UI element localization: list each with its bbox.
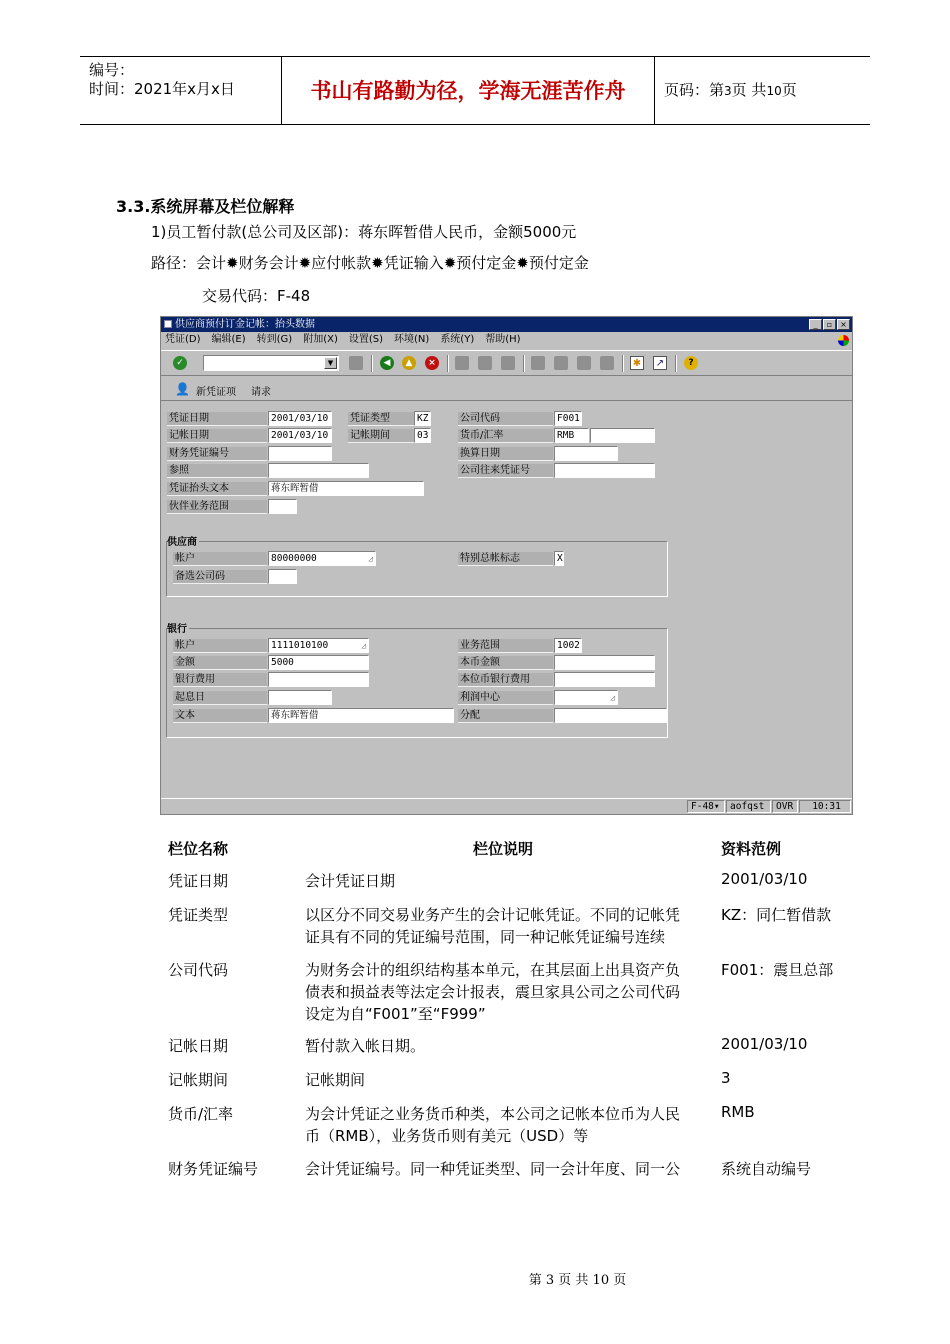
header-text-field[interactable]: 蒋东晖暂借 bbox=[268, 481, 424, 496]
page-suffix: 页 bbox=[781, 81, 797, 99]
header-motto: 书山有路勤为径，学海无涯苦作舟 bbox=[281, 57, 655, 124]
page-footer: 第 3 页 共 10 页 bbox=[528, 1273, 627, 1288]
col-header-desc: 栏位说明 bbox=[473, 840, 534, 858]
shortcut-icon[interactable]: ↗ bbox=[653, 356, 667, 370]
page-total: 10 bbox=[766, 84, 782, 98]
page-current: 3 bbox=[724, 84, 732, 98]
section-line-1: 1)员工暂付款(总公司及区部)：蒋东晖暂借人民币，金额5000元 bbox=[151, 223, 577, 241]
row-example: F001：震旦总部 bbox=[721, 961, 834, 979]
reference-label: 参照 bbox=[167, 464, 267, 478]
row-example: KZ：同仁暂借款 bbox=[721, 906, 832, 924]
row-desc: 暂付款入帐日期。 bbox=[305, 1037, 426, 1055]
save-icon[interactable] bbox=[349, 356, 363, 370]
row-desc: 以区分不同交易业务产生的会计记帐凭证。不同的记帐凭 bbox=[305, 906, 681, 924]
menu-bar bbox=[161, 332, 852, 348]
bank-fee-field[interactable] bbox=[268, 672, 369, 687]
row-name: 记帐期间 bbox=[168, 1071, 229, 1089]
print-icon[interactable] bbox=[455, 356, 469, 370]
bank-text-label: 文本 bbox=[173, 709, 267, 723]
header-page-info bbox=[655, 57, 870, 124]
special-gl-label: 特别总帐标志 bbox=[458, 552, 553, 566]
bank-account-field[interactable]: 1111010100 ◿ bbox=[268, 638, 369, 653]
row-desc: 会计凭证日期 bbox=[305, 872, 396, 890]
standard-toolbar bbox=[161, 350, 852, 376]
command-field[interactable] bbox=[203, 355, 339, 371]
find-icon[interactable] bbox=[478, 356, 492, 370]
header-text-label: 凭证抬头文本 bbox=[167, 482, 267, 496]
maximize-button[interactable]: ▫ bbox=[823, 319, 836, 330]
vendor-account-label: 帐户 bbox=[173, 552, 267, 566]
bank-fee-label: 银行费用 bbox=[173, 673, 267, 687]
row-desc: 币（RMB），业务货币则有美元（USD）等 bbox=[305, 1127, 589, 1145]
menu-extras[interactable]: 附加(X) bbox=[303, 334, 338, 345]
page-prefix: 页码：第 bbox=[664, 81, 725, 99]
company-code-field[interactable]: F001 bbox=[554, 411, 582, 426]
col-header-name: 栏位名称 bbox=[168, 840, 229, 858]
period-label: 记帐期间 bbox=[348, 429, 414, 443]
translation-date-field[interactable] bbox=[554, 446, 618, 461]
row-example: 系统自动编号 bbox=[721, 1160, 812, 1178]
row-desc: 设定为自“F001”至“F999” bbox=[305, 1005, 486, 1023]
date-label: 时间：2021年x月x日 bbox=[89, 80, 235, 98]
partner-ba-label: 伙伴业务范围 bbox=[167, 500, 267, 514]
status-time: 10:31 bbox=[799, 800, 851, 813]
local-amount-label: 本币金额 bbox=[458, 656, 553, 670]
sap-window bbox=[160, 316, 853, 815]
intercompany-label: 公司往来凭证号 bbox=[458, 464, 553, 478]
number-label: 编号： bbox=[89, 61, 135, 79]
menu-document[interactable]: 凭证(D) bbox=[165, 334, 201, 345]
row-example: RMB bbox=[721, 1103, 755, 1121]
vendor-group bbox=[166, 541, 668, 597]
sap-logo-icon bbox=[838, 335, 849, 346]
exit-icon[interactable]: ▲ bbox=[402, 356, 416, 370]
help-icon[interactable]: ? bbox=[684, 356, 698, 370]
row-desc: 债表和损益表等法定会计报表，震旦家具公司之公司代码 bbox=[305, 983, 681, 1001]
row-name: 凭证日期 bbox=[168, 872, 229, 890]
company-code-label: 公司代码 bbox=[458, 412, 553, 426]
row-desc: 会计凭证编号。同一种凭证类型、同一会计年度、同一公 bbox=[305, 1160, 681, 1178]
section-title: 3.3.系统屏幕及栏位解释 bbox=[116, 197, 295, 216]
first-page-icon[interactable] bbox=[531, 356, 545, 370]
value-date-field[interactable] bbox=[268, 690, 332, 705]
row-name: 公司代码 bbox=[168, 961, 229, 979]
post-date-label: 记帐日期 bbox=[167, 429, 267, 443]
reference-field[interactable] bbox=[268, 463, 369, 478]
cancel-icon[interactable]: × bbox=[425, 356, 439, 370]
last-page-icon[interactable] bbox=[600, 356, 614, 370]
menu-goto[interactable]: 转到(G) bbox=[256, 334, 293, 345]
application-toolbar bbox=[161, 377, 852, 401]
doc-date-label: 凭证日期 bbox=[167, 412, 267, 426]
partner-ba-field[interactable] bbox=[268, 499, 297, 514]
matchcode-icon[interactable]: ◿ bbox=[361, 641, 366, 650]
chevron-down-icon[interactable]: ▼ bbox=[324, 357, 337, 369]
minimize-button[interactable]: _ bbox=[809, 319, 822, 330]
section-line-path: 路径：会计✹财务会计✹应付帐款✹凭证输入✹预付定金✹预付定金 bbox=[151, 254, 589, 272]
row-example: 3 bbox=[721, 1069, 731, 1087]
menu-system[interactable]: 系统(Y) bbox=[440, 334, 475, 345]
business-area-field[interactable]: 1002 bbox=[554, 638, 582, 653]
col-header-example: 资料范例 bbox=[721, 840, 782, 858]
post-date-field[interactable]: 2001/03/10 bbox=[268, 428, 332, 443]
window-titlebar bbox=[161, 317, 852, 332]
status-server: aofqst bbox=[726, 800, 771, 813]
row-name: 凭证类型 bbox=[168, 906, 229, 924]
bank-account-label: 帐户 bbox=[173, 639, 267, 653]
period-field[interactable]: 03 bbox=[414, 428, 431, 443]
doc-date-field[interactable]: 2001/03/10 bbox=[268, 411, 332, 426]
row-name: 记帐日期 bbox=[168, 1037, 229, 1055]
assignment-field[interactable] bbox=[554, 708, 667, 723]
menu-edit[interactable]: 编辑(E) bbox=[211, 334, 246, 345]
local-amount-field[interactable] bbox=[554, 655, 655, 670]
doc-no-field[interactable] bbox=[268, 446, 332, 461]
user-icon: 👤 bbox=[175, 382, 190, 396]
matchcode-icon[interactable]: ◿ bbox=[368, 554, 373, 563]
row-desc: 为会计凭证之业务货币种类，本公司之记帐本位币为人民 bbox=[305, 1105, 681, 1123]
previous-page-icon[interactable] bbox=[554, 356, 568, 370]
status-bar bbox=[161, 798, 852, 814]
row-desc: 为财务会计的组织结构基本单元，在其层面上出具资产负 bbox=[305, 961, 681, 979]
doc-type-field[interactable]: KZ bbox=[414, 411, 431, 426]
bank-group-title: 银行 bbox=[167, 620, 189, 635]
create-session-icon[interactable]: ✱ bbox=[630, 356, 644, 370]
section-line-tcode: 交易代码：F-48 bbox=[202, 287, 311, 305]
matchcode-icon[interactable]: ◿ bbox=[610, 693, 615, 702]
alt-company-label: 备选公司码 bbox=[173, 570, 267, 584]
profit-center-label: 利润中心 bbox=[458, 691, 553, 705]
enter-check-icon[interactable]: ✓ bbox=[173, 356, 187, 370]
bank-text-field[interactable]: 蒋东晖暂借 bbox=[268, 708, 454, 723]
translation-date-label: 换算日期 bbox=[458, 447, 553, 461]
new-item-button[interactable]: 新凭证项 bbox=[196, 387, 236, 398]
special-gl-field[interactable]: X bbox=[554, 551, 564, 566]
row-name: 财务凭证编号 bbox=[168, 1160, 259, 1178]
value-date-label: 起息日 bbox=[173, 691, 267, 705]
doc-no-label: 财务凭证编号 bbox=[167, 447, 267, 461]
row-desc: 记帐期间 bbox=[305, 1071, 366, 1089]
intercompany-field[interactable] bbox=[554, 463, 655, 478]
back-icon[interactable]: ◀ bbox=[380, 356, 394, 370]
status-mode: OVR bbox=[772, 800, 798, 813]
doc-type-label: 凭证类型 bbox=[348, 412, 414, 426]
row-desc: 证具有不同的凭证编号范围，同一种记帐凭证编号连续 bbox=[305, 928, 666, 946]
currency-label: 货币/汇率 bbox=[458, 429, 553, 443]
alt-company-field[interactable] bbox=[268, 569, 297, 584]
menu-settings[interactable]: 设置(S) bbox=[348, 334, 384, 345]
page-mid: 页 共 bbox=[731, 81, 767, 99]
business-area-label: 业务范围 bbox=[458, 639, 553, 653]
menu-help[interactable]: 帮助(H) bbox=[485, 334, 521, 345]
row-name: 货币/汇率 bbox=[168, 1105, 234, 1123]
header-meta bbox=[80, 57, 281, 124]
status-tcode[interactable]: F-48▾ bbox=[687, 800, 725, 813]
vendor-account-field[interactable]: 80000000 ◿ bbox=[268, 551, 376, 566]
currency-field[interactable]: RMB bbox=[554, 428, 589, 443]
window-title: 供应商预付订金记帐：抬头数据 bbox=[175, 319, 315, 330]
local-bank-fee-field[interactable] bbox=[554, 672, 655, 687]
document-header bbox=[80, 56, 870, 125]
exchange-rate-field[interactable] bbox=[590, 428, 655, 443]
next-page-icon[interactable] bbox=[577, 356, 591, 370]
row-example: 2001/03/10 bbox=[721, 870, 808, 888]
vendor-group-title: 供应商 bbox=[167, 533, 199, 548]
window-app-icon bbox=[164, 320, 172, 328]
amount-label: 金额 bbox=[173, 656, 267, 670]
profit-center-field[interactable] bbox=[554, 690, 618, 705]
assignment-label: 分配 bbox=[458, 709, 553, 723]
close-button[interactable]: × bbox=[837, 319, 850, 330]
local-bank-fee-label: 本位币银行费用 bbox=[458, 673, 553, 687]
menu-environment[interactable]: 环境(N) bbox=[394, 334, 430, 345]
amount-field[interactable]: 5000 bbox=[268, 655, 369, 670]
row-example: 2001/03/10 bbox=[721, 1035, 808, 1053]
find-next-icon[interactable] bbox=[501, 356, 515, 370]
request-button[interactable]: 请求 bbox=[251, 387, 271, 398]
